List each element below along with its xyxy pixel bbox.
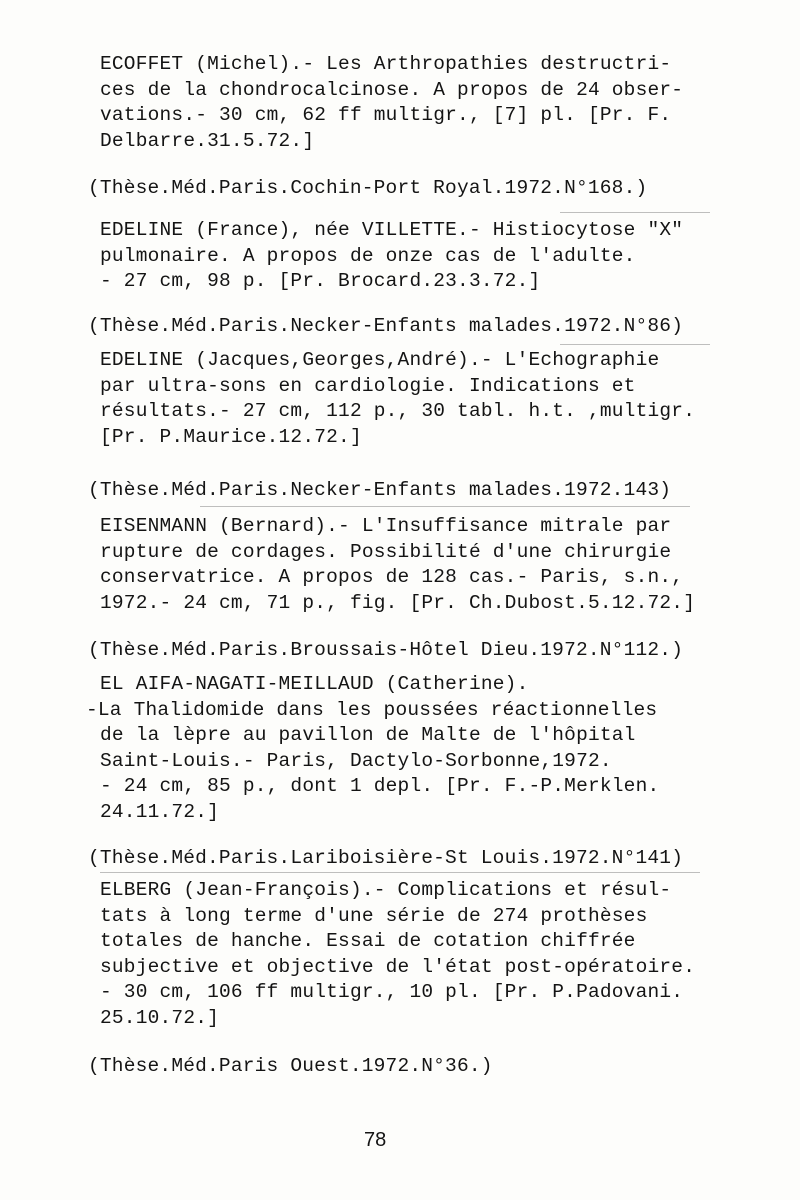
entry-line: EDELINE (Jacques,Georges,André).- L'Echographie xyxy=(100,349,660,371)
entry-line: rupture de cordages. Possibilité d'une chirurgie xyxy=(100,540,672,563)
entry-line: ces de la chondrocalcinose. A propos de 24 obser- xyxy=(100,78,684,101)
separator-line xyxy=(560,344,710,345)
thesis-note: (Thèse.Méd.Paris.Necker-Enfants malades.1972.N°86) xyxy=(88,315,684,337)
entry-line: par ultra-sons en cardiologie. Indications et xyxy=(100,374,636,397)
entry-line: conservatrice. A propos de 128 cas.- Paris, s.n., xyxy=(100,566,684,588)
page-number: 78 xyxy=(364,1129,387,1151)
thesis-note: (Thèse.Méd.Paris.Lariboisière-St Louis.1972.N°141) xyxy=(88,847,684,869)
entry-line: vations.- 30 cm, 62 ff multigr., [7] pl. [Pr. F. xyxy=(100,104,672,126)
entry-line: EISENMANN (Bernard).- L'Insuffisance mitrale par xyxy=(100,515,672,537)
entry-line: totales de hanche. Essai de cotation chiffrée xyxy=(100,930,636,952)
bibliography-entry xyxy=(100,514,720,616)
thesis-note: (Thèse.Méd.Paris.Cochin-Port Royal.1972.N°168.) xyxy=(88,177,648,199)
entry-line: tats à long terme d'une série de 274 prothèses xyxy=(100,904,648,927)
entry-line: de la lèpre au pavillon de Malte de l'hôpital xyxy=(100,724,636,746)
bibliography-entry xyxy=(86,672,720,825)
entry-line: -La Thalidomide dans les poussées réactionnelles xyxy=(86,698,658,721)
thesis-note: (Thèse.Méd.Paris.Necker-Enfants malades.1972.143) xyxy=(88,479,672,501)
entry-line: résultats.- 27 cm, 112 p., 30 tabl. h.t. ,multigr. xyxy=(100,400,696,422)
bibliography-entry xyxy=(100,218,720,295)
thesis-note: (Thèse.Méd.Paris Ouest.1972.N°36.) xyxy=(88,1055,493,1077)
separator-line xyxy=(200,506,690,507)
entry-line: Delbarre.31.5.72.] xyxy=(100,129,315,152)
bibliography-entry xyxy=(100,348,720,450)
entry-line: ELBERG (Jean-François).- Complications et résul- xyxy=(100,879,672,901)
separator-line xyxy=(100,872,700,873)
entry-line: 25.10.72.] xyxy=(100,1006,220,1029)
thesis-note: (Thèse.Méd.Paris.Broussais-Hôtel Dieu.1972.N°112.) xyxy=(88,639,684,661)
entry-line: - 27 cm, 98 p. [Pr. Brocard.23.3.72.] xyxy=(100,270,541,292)
bibliography-entry xyxy=(100,52,720,154)
entry-line: Saint-Louis.- Paris, Dactylo-Sorbonne,1972. xyxy=(100,749,612,772)
bibliography-entry xyxy=(100,878,720,1031)
entry-line: pulmonaire. A propos de onze cas de l'adulte. xyxy=(100,244,636,267)
entry-line: 1972.- 24 cm, 71 p., fig. [Pr. Ch.Dubost.5.12.72.] xyxy=(100,591,696,614)
entry-line: EDELINE (France), née VILLETTE.- Histiocytose "X" xyxy=(100,219,684,241)
entry-line: - 24 cm, 85 p., dont 1 depl. [Pr. F.-P.Merklen. xyxy=(100,775,660,797)
separator-line xyxy=(560,212,710,213)
entry-line: EL AIFA-NAGATI-MEILLAUD (Catherine). xyxy=(100,673,529,695)
entry-line: [Pr. P.Maurice.12.72.] xyxy=(100,425,362,448)
entry-line: - 30 cm, 106 ff multigr., 10 pl. [Pr. P.Padovani. xyxy=(100,981,684,1003)
entry-line: 24.11.72.] xyxy=(100,800,220,823)
entry-line: ECOFFET (Michel).- Les Arthropathies destructri- xyxy=(100,53,672,75)
entry-line: subjective et objective de l'état post-opératoire. xyxy=(100,955,696,978)
